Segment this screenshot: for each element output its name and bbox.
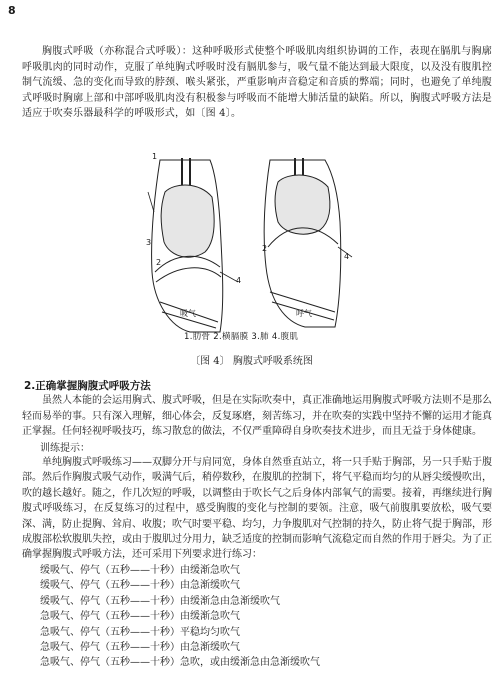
breathing-diagram [120,152,380,342]
label-num-2-right: 2 [262,244,268,253]
paragraph-chest-abdominal-breathing: 胸腹式呼吸（亦称混合式呼吸）：这种呼吸形式使整个呼吸肌肉组织协调的工作，表现在膈肌与胸廓呼吸肌肉的同时动作，克服了单纯胸式呼吸时没有膈肌参与，吸气量不能达到最大限度，以及没有腹肌控制气流缓、急的变化而导致的脖颈、喉头紧张，严重影响声音稳定和音质的弊端；同时，也避免了单纯腹式呼吸时胸廓上部和中部呼吸肌肉没有积极参与呼吸而不能增大肺活量的缺陷。所以，胸腹式呼吸方法是适应于吹奏乐器最科学的呼吸形式，如〔图 4〕。 [22,46,492,119]
paragraph-exercise-description: 单纯胸腹式呼吸练习——双脚分开与肩同宽，身体自然垂直站立，将一只手贴于胸部，另一只手贴于腹部。然后作胸腹式吸气动作，吸满气后，稍停数秒，在腹肌的控制下，将气平稳而均匀的从唇尖缓慢吹出，吹的越长越好。随之，作几次短的呼吸，以调整由于吹长气之后身体内部氧气的需要。接着，再继续进行胸腹式呼吸练习，在反复练习的过程中，感受胸腹的变化与控制的要领。注意，吸气前腹肌要放松，吸气要深、满，防止提胸、耸肩、收腹；吹气时要平稳、均匀，力争腹肌对气控制的持久，防止将气提于胸部，形成腹部松软腹肌失控，或由于腹肌过分用力，缺乏适度的控制而影响气流稳定而自然的作用于唇尖。为了正确掌握胸腹式呼吸方法，还可采用下列要求进行练习： [22,457,492,561]
label-num-4-right: 4 [344,252,350,261]
figure-caption: 〔图 4〕 胸腹式呼吸系统图 [190,356,313,367]
exercise-item: 缓吸气、停气（五秒——十秒）由缓渐急吹气 [40,565,240,576]
label-exhale: 呼气 [296,309,312,318]
exercise-list [40,563,320,671]
label-inhale: 吸气 [180,309,196,318]
inhale-torso [148,158,238,332]
exercise-item: 缓吸气、停气（五秒——十秒）由急渐缓吹气 [40,580,240,592]
label-num-4-left: 4 [236,276,242,285]
exercise-item: 急吸气、停气（五秒——十秒）由急渐缓吹气 [40,642,240,654]
training-tips-heading: 训练提示： [40,443,90,454]
breathing-system-illustration [120,152,380,342]
exhale-torso [264,158,352,327]
label-num-2-left: 2 [156,258,162,267]
page-number: 8 [8,4,16,17]
paragraph-mastery: 虽然人本能的会运用胸式、腹式呼吸，但是在实际吹奏中，真正准确地运用胸腹式呼吸方法则不是那么轻而易举的事。只有深入理解，细心体会，反复琢磨，刻苦练习，并在吹奏的实践中坚持不懈的运用才能真正掌握。任何轻视呼吸技巧，练习散怠的做法，不仅严重障碍自身吹奏技术进步，而且无益于身体健康。 [22,395,492,437]
exercise-item: 急吸气、停气（五秒——十秒）由缓渐急吹气 [40,611,240,623]
exercise-item: 急吸气、停气（五秒——十秒）急吹，或由缓渐急由急渐缓吹气 [40,657,320,669]
label-num-1: 1 [152,152,158,161]
exercise-item: 急吸气、停气（五秒——十秒）平稳均匀吹气 [40,626,240,638]
exercise-item: 缓吸气、停气（五秒——十秒）由缓渐急由急渐缓吹气 [40,595,280,607]
figure-legend: 1.肋骨 2.横膈膜 3.肺 4.腹肌 [184,332,299,342]
label-num-3-left: 3 [146,238,152,247]
section-title: 2.正确掌握胸腹式呼吸方法 [24,380,151,392]
